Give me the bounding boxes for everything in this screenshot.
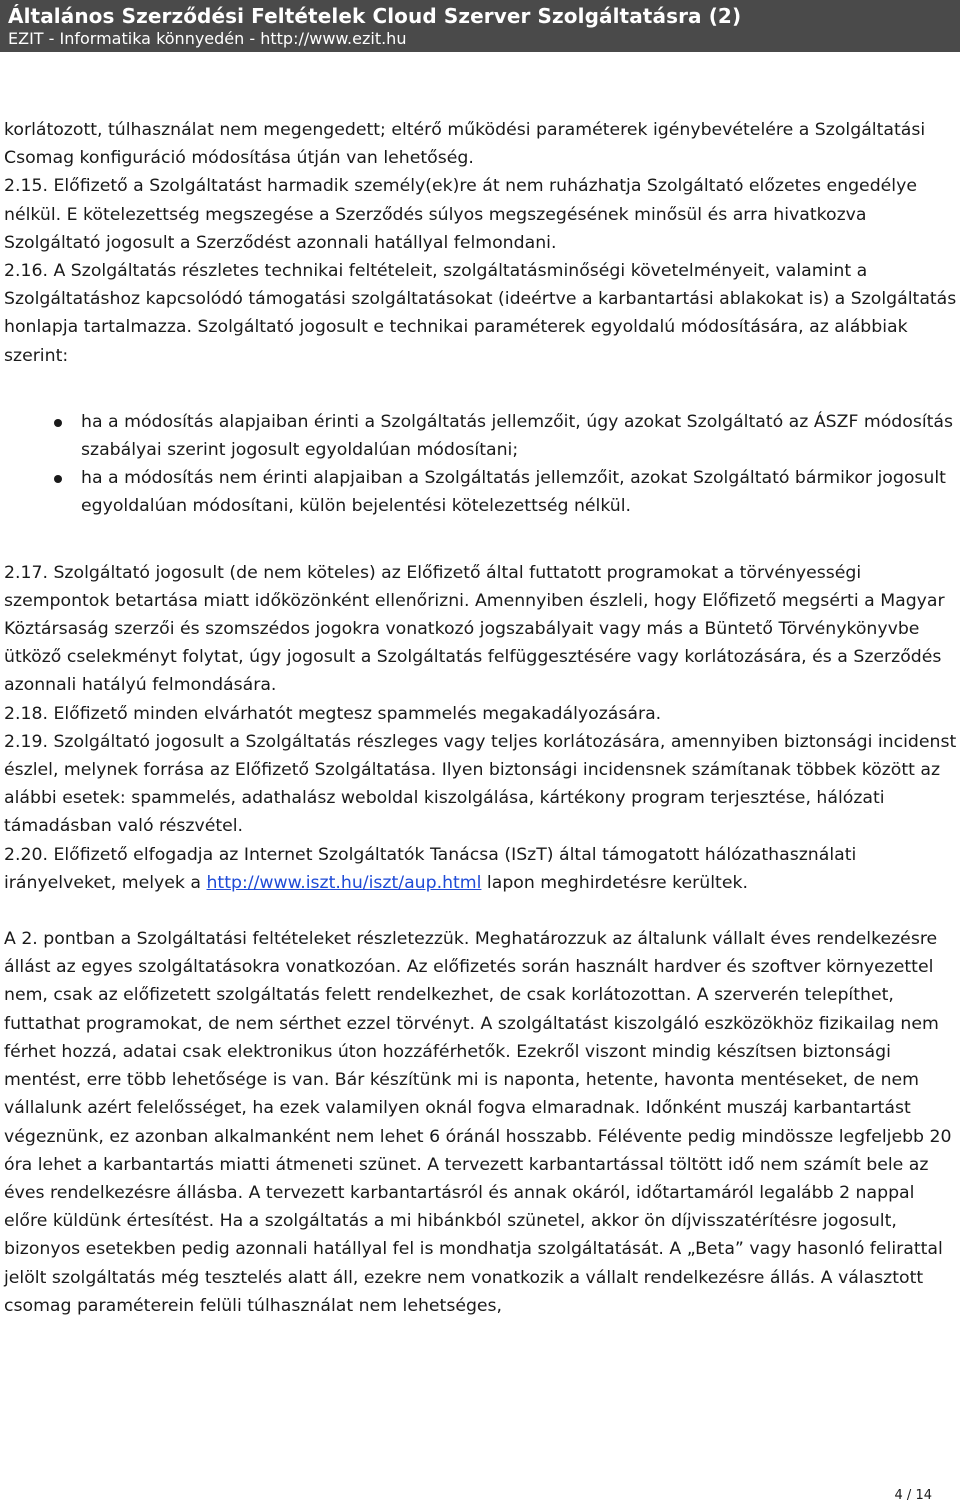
list-item-text: ha a módosítás alapjaiban érinti a Szolgáltatás jellemzőit, úgy azokat Szolgáltató az ÁSZF módosítás szabályai szerint jogosult egyoldalúan módosítani; <box>81 411 954 461</box>
paragraph: korlátozott, túlhasználat nem megengedett; eltérő működési paraméterek igénybevételére a Szolgáltatási Csomag konfiguráció módosítása útján van lehetőség. <box>4 120 926 169</box>
spacer <box>4 370 958 408</box>
section-2-16: 2.16. A Szolgáltatás részletes technikai feltételeit, szolgáltatásminőségi követelményeit, valamint a Szolgáltatáshoz kapcsolódó támogatási szolgáltatásokat (ideértve a karbantartási ablakokat is) a Szolgáltatás honlapja tartalmazza. Szolgáltató jogosult e technikai paraméterek egyoldalú módosítására, az alábbiak szerint: <box>4 261 957 366</box>
section-2-15: 2.15. Előfizető a Szolgáltatást harmadik személy(ek)re át nem ruházhatja Szolgáltató előzetes engedélye nélkül. E kötelezettség megszegése a Szerződés súlyos megszegésének minősül és arra hivatkozva Szolgáltató jogosult a Szerződést azonnali hatállyal felmondani. <box>4 176 917 253</box>
section-2-20-text-start: 2.20. Előfizető elfogadja az Internet Szolgáltatók Tanácsa (ISzT) által támogatott hálózathasználati irányelveket, melyek a <box>4 844 857 893</box>
section-2-20-text-end: lapon meghirdetésre kerültek. <box>481 872 748 893</box>
section-2-20 <box>4 841 958 897</box>
list-item <box>4 464 958 520</box>
list-item <box>4 408 958 464</box>
section-2-17: 2.17. Szolgáltató jogosult (de nem köteles) az Előfizető által futtatott programokat a törvényességi szempontok betartása miatt időközönként ellenőrizni. Amennyiben észleli, hogy Előfizető megsérti a Magyar Köztársaság szerzői és szomszédos jogokra vonatkozó jogszabályait vagy más a Büntető Törvénykönyvbe ütköző cselekményt folytat, úgy jogosult a Szolgáltatás felfüggesztésére vagy korlátozására, és a Szerződés azonnali hatályú felmondására. <box>4 562 945 696</box>
aup-link[interactable]: http://www.iszt.hu/iszt/aup.html <box>206 872 482 893</box>
page-number: 4 / 14 <box>894 1488 932 1503</box>
bullet-icon <box>54 475 62 483</box>
header-title: Általános Szerződési Feltételek Cloud Szerver Szolgáltatásra (2) <box>8 4 742 28</box>
bullet-list <box>4 408 958 521</box>
spacer <box>4 521 958 559</box>
summary-paragraph: A 2. pontban a Szolgáltatási feltételeket részletezzük. Meghatározzuk az általunk vállalt éves rendelkezésre állást az egyes szolgáltatásokra vonatkozóan. Az előfizetés során használt hardver és szoftver környezettel nem, csak az előfizetett szolgáltatás felett rendelkezhet, de csak korlátozottan. A szerverén telepíthet, futtathat programokat, de nem sérthet ezzel törvényt. A szolgáltatást kiszolgáló eszközökhöz fizikailag nem férhet hozzá, adatai csak elektronikus úton hozzáférhetők. Ezekről viszont mindig készítsen biztonsági mentést, erre több lehetősége is van. Bár készítünk mi is naponta, hetente, havonta mentéseket, de nem vállalunk azért felelősséget, ha ezek valamilyen oknál fogva elmaradnak. Időnként muszáj karbantartást végeznünk, ez azonban alkalmanként nem lehet 6 óránál hosszabb. Félévente pedig mindössze legfeljebb 20 óra lehet a karbantartás miatti átmeneti szünet. A tervezett karbantartással töltött idő nem számít bele az éves rendelkezésre állásba. A tervezett karbantartásról és annak okáról, időtartamáról legalább 2 nappal előre küldünk értesítést. Ha a szolgáltatás a mi hibánkból szünetel, akkor ön díjvisszatérítésre jogosult, bizonyos esetekben pedig azonnali hatállyal fel is mondhatja szolgáltatását. A „Beta” vagy hasonló felirattal jelölt szolgáltatás még tesztelés alatt áll, ezekre nem vonatkozik a vállalt rendelkezésre állás. A választott csomag paraméterein felüli túlhasználat nem lehetséges, <box>4 929 952 1316</box>
spacer <box>4 897 958 925</box>
document-body <box>4 116 958 1320</box>
section-2-19: 2.19. Szolgáltató jogosult a Szolgáltatás részleges vagy teljes korlátozására, amennyiben biztonsági incidenst észlel, melynek forrása az Előfizető Szolgáltatása. Ilyen biztonsági incidensnek számítanak többek között az alábbi esetek: spammelés, adathalász weboldal kiszolgálása, kártékony program terjesztése, hálózati támadásban való részvétel. <box>4 731 957 837</box>
list-item-text: ha a módosítás nem érinti alapjaiban a Szolgáltatás jellemzőit, azokat Szolgáltató bármikor jogosult egyoldalúan módosítani, külön bejelentési kötelezettség nélkül. <box>81 468 946 517</box>
bullet-icon <box>54 419 62 427</box>
header-subtitle: EZIT - Informatika könnyedén - http://www.ezit.hu <box>8 29 407 48</box>
section-2-18: 2.18. Előfizető minden elvárhatót megtesz spammelés megakadályozására. <box>4 703 662 724</box>
document-header <box>0 0 960 52</box>
